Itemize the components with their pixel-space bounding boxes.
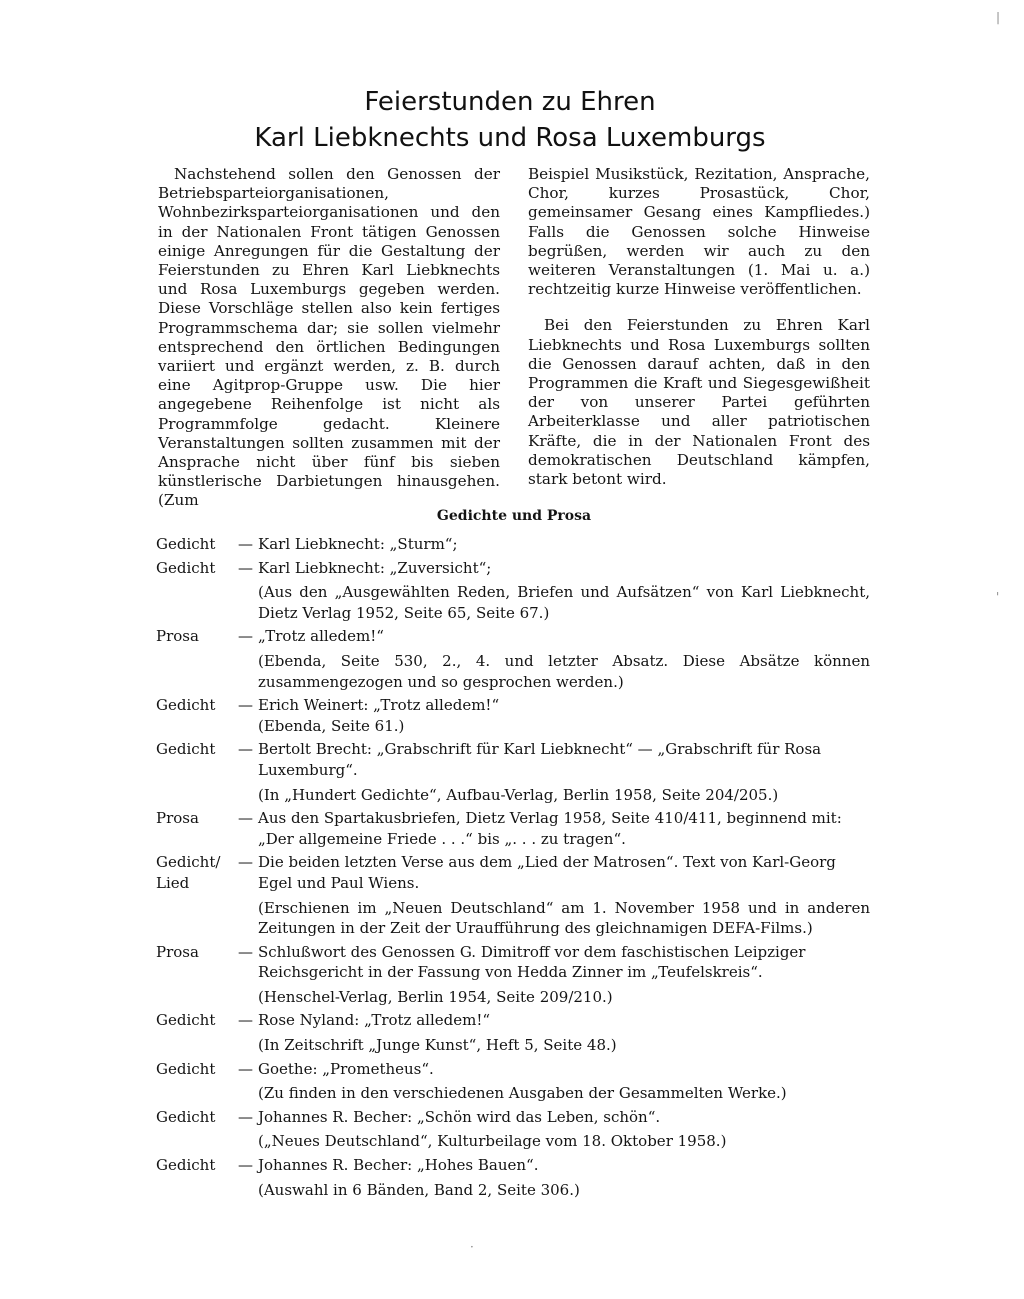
entry-note: (Ebenda, Seite 61.) bbox=[258, 716, 405, 735]
entry-body bbox=[258, 1010, 870, 1055]
list-item bbox=[156, 1107, 870, 1152]
entry-dash: — bbox=[238, 942, 253, 961]
entry-genre: Gedicht bbox=[156, 696, 216, 715]
entry-text: Die beiden letzten Verse aus dem „Lied der Matrosen“. Text von Karl-Georg Egel und Paul Wiens. bbox=[258, 853, 836, 892]
list-item bbox=[156, 1059, 870, 1104]
margin-mark: ' bbox=[996, 590, 1000, 604]
entry-dash: — bbox=[238, 558, 253, 577]
entry-dash: — bbox=[238, 696, 253, 715]
entry-text: Karl Liebknecht: „Sturm“; bbox=[258, 535, 458, 553]
list-item bbox=[156, 1155, 870, 1200]
list-item bbox=[156, 852, 870, 938]
entry-body bbox=[258, 808, 870, 849]
entry-genre: Gedicht bbox=[156, 1059, 216, 1078]
entry-body bbox=[258, 942, 870, 1008]
intro-column-left bbox=[158, 165, 500, 511]
page-title bbox=[140, 84, 880, 156]
entry-note: (In Zeitschrift „Junge Kunst“, Heft 5, Seite 48.) bbox=[258, 1036, 617, 1055]
intro-paragraph-1: Nachstehend sollen den Genossen der Betriebsparteiorganisationen, Wohnbezirksparteiorganisationen und den in der Nationalen Front tätigen Genossen einige Anregungen für die Gestaltung der Feierstunden zu Ehren Karl Liebknechts und Rosa Luxemburgs gegeben werden. Diese Vorschläge stellen also kein fertiges Programmschema dar; sie sollen vielmehr entsprechend den örtlichen Bedingungen variiert und ergänzt werden, z. B. durch eine Agitprop-Gruppe usw. Die hier angegebene Reihenfolge ist nicht als Programmfolge gedacht. Kleinere Veranstaltungen sollten zusammen mit der Ansprache nicht über fünf bis sieben künstlerische Darbietungen hinausgehen. (Zum bbox=[158, 165, 500, 510]
entry-genre: Gedicht bbox=[156, 740, 216, 759]
list-item bbox=[156, 1010, 870, 1055]
entry-note: (Ebenda, Seite 530, 2., 4. und letzter Absatz. Diese Absätze können zusammengezogen und so gesprochen werden.) bbox=[258, 651, 870, 691]
entry-genre: Gedicht bbox=[156, 535, 216, 553]
list-item bbox=[156, 739, 870, 805]
entry-genre: Prosa bbox=[156, 627, 199, 646]
entry-dash: — bbox=[238, 853, 253, 872]
entry-body bbox=[258, 739, 870, 805]
program-list bbox=[156, 534, 870, 1203]
entry-body bbox=[258, 1107, 870, 1152]
entry-note: (Henschel-Verlag, Berlin 1954, Seite 209/210.) bbox=[258, 987, 613, 1006]
list-item bbox=[156, 695, 870, 736]
intro-paragraph-2: Beispiel Musikstück, Rezitation, Ansprache, Chor, kurzes Prosastück, Chor, gemeinsamer Gesang eines Kampfliedes.) Falls die Genossen solche Hinweise begrüßen, werden wir auch zu den weiteren Veranstaltungen (1. Mai u. a.) rechtzeitig kurze Hinweise veröffentlichen. bbox=[528, 165, 870, 299]
entry-dash: — bbox=[238, 1107, 253, 1126]
entry-text: Erich Weinert: „Trotz alledem!“ bbox=[258, 696, 500, 715]
entry-dash: — bbox=[238, 535, 253, 553]
entry-genre: Gedicht bbox=[156, 1011, 216, 1030]
entry-note: (Aus den „Ausgewählten Reden, Briefen und Aufsätzen“ von Karl Liebknecht, Dietz Verlag 1952, Seite 65, Seite 67.) bbox=[258, 583, 870, 622]
title-line-2: Karl Liebknechts und Rosa Luxemburgs bbox=[254, 123, 766, 153]
entry-genre: Gedicht bbox=[156, 1107, 216, 1126]
intro-columns bbox=[158, 165, 870, 511]
entry-dash: — bbox=[238, 1156, 253, 1175]
entry-body bbox=[258, 1155, 870, 1200]
entry-body bbox=[258, 1059, 870, 1104]
entry-genre: Gedicht/ Lied bbox=[156, 853, 221, 892]
entry-text: Karl Liebknecht: „Zuversicht“; bbox=[258, 558, 492, 577]
entry-text: Goethe: „Prometheus“. bbox=[258, 1059, 434, 1078]
margin-mark: | bbox=[996, 10, 1001, 24]
entry-body bbox=[258, 558, 870, 624]
title-line-1: Feierstunden zu Ehren bbox=[364, 87, 656, 117]
entry-dash: — bbox=[238, 627, 253, 646]
entry-genre: Gedicht bbox=[156, 1156, 216, 1175]
entry-dash: — bbox=[238, 1011, 253, 1030]
entry-text: Schlußwort des Genossen G. Dimitroff vor dem faschistischen Leipziger Reichsgericht in der Fassung von Hedda Zinner im „Teufelskreis“. bbox=[258, 942, 806, 982]
list-item bbox=[156, 942, 870, 1008]
entry-dash: — bbox=[238, 740, 253, 759]
intro-column-right bbox=[528, 165, 870, 511]
entry-dash: — bbox=[238, 1059, 253, 1078]
list-item bbox=[156, 808, 870, 849]
list-item bbox=[156, 558, 870, 624]
entry-dash: — bbox=[238, 809, 253, 828]
list-item bbox=[156, 534, 870, 555]
entry-text: Aus den Spartakusbriefen, Dietz Verlag 1958, Seite 410/411, beginnend mit: „Der allgemeine Friede . . .“ bis „. . . zu tragen“. bbox=[258, 809, 842, 848]
entry-note: („Neues Deutschland“, Kulturbeilage vom 18. Oktober 1958.) bbox=[258, 1132, 727, 1151]
entry-text: Johannes R. Becher: „Schön wird das Leben, schön“. bbox=[258, 1107, 661, 1126]
entry-note: (Auswahl in 6 Bänden, Band 2, Seite 306.) bbox=[258, 1180, 580, 1199]
entry-genre: Prosa bbox=[156, 809, 199, 828]
entry-body bbox=[258, 695, 870, 736]
entry-genre: Prosa bbox=[156, 942, 199, 961]
entry-body bbox=[258, 534, 870, 555]
entry-note: (In „Hundert Gedichte“, Aufbau-Verlag, Berlin 1958, Seite 204/205.) bbox=[258, 785, 779, 804]
entry-body bbox=[258, 852, 870, 938]
entry-text: Rose Nyland: „Trotz alledem!“ bbox=[258, 1011, 491, 1030]
entry-note: (Zu finden in den verschiedenen Ausgaben der Gesammelten Werke.) bbox=[258, 1084, 787, 1103]
section-heading: Gedichte und Prosa bbox=[436, 508, 592, 524]
margin-mark: · bbox=[470, 1240, 474, 1254]
entry-note: (Erschienen im „Neuen Deutschland“ am 1. November 1958 und in anderen Zeitungen in der Zeit der Uraufführung des gleichnamigen DEFA-Films.) bbox=[258, 898, 870, 938]
entry-body bbox=[258, 626, 870, 692]
entry-genre: Gedicht bbox=[156, 558, 216, 577]
list-item bbox=[156, 626, 870, 692]
entry-text: „Trotz alledem!“ bbox=[258, 627, 384, 646]
intro-paragraph-3: Bei den Feierstunden zu Ehren Karl Liebknechts und Rosa Luxemburgs sollten die Genossen darauf achten, daß in den Programmen die Kraft und Siegesgewißheit der von unserer Partei geführten Arbeiterklasse und aller patriotischen Kräfte, die in der Nationalen Front des demokratischen Deutschland kämpfen, stark betont wird. bbox=[528, 316, 870, 489]
entry-text: Johannes R. Becher: „Hohes Bauen“. bbox=[258, 1156, 539, 1175]
entry-text: Bertolt Brecht: „Grabschrift für Karl Liebknecht“ — „Grabschrift für Rosa Luxemburg“. bbox=[258, 740, 822, 779]
